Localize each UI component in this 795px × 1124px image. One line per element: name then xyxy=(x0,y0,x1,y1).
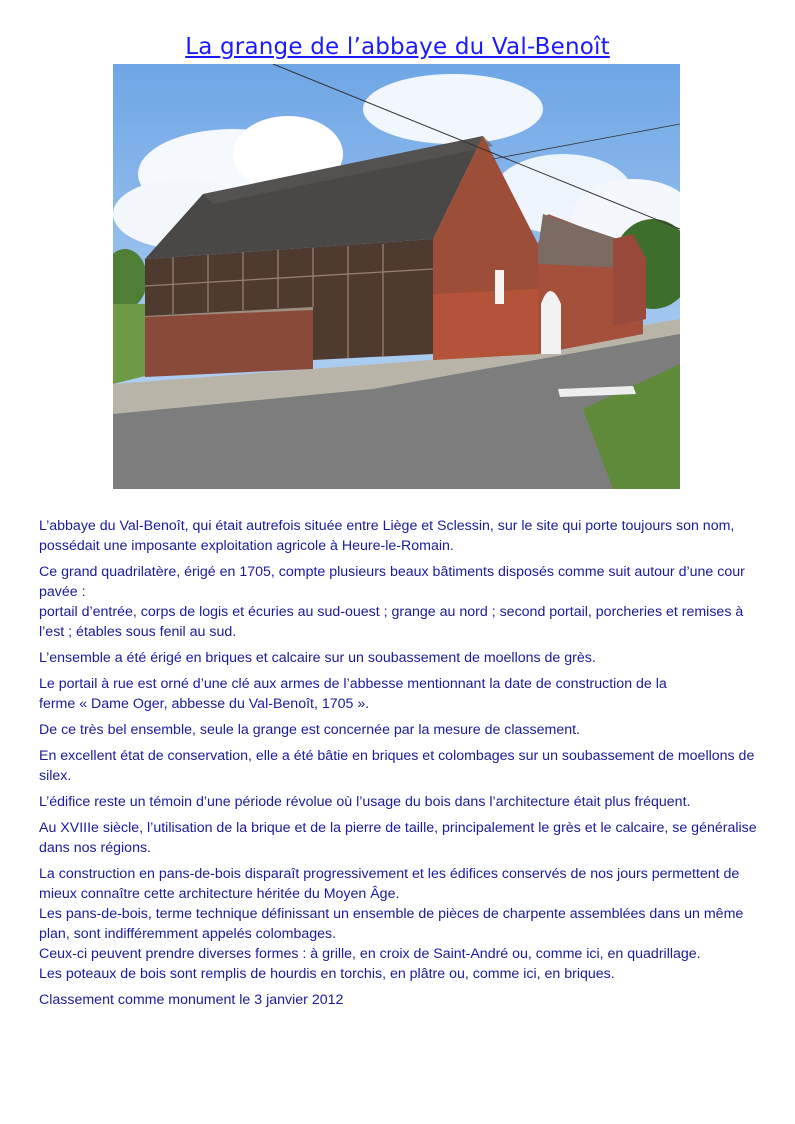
paragraph-line: Ceux-ci peuvent prendre diverses formes : à grille, en croix de Saint-André ou, comme ici, en quadrillage. xyxy=(39,946,701,962)
barn-photo xyxy=(113,64,680,489)
paragraph-line: Au XVIIIe siècle, l’utilisation de la brique et de la pierre de taille, principalement le grès et le calcaire, se généralise dans nos régions. xyxy=(39,820,757,856)
paragraph-line: La construction en pans-de-bois disparaît progressivement et les édifices conservés de nos jours permettent de mieux connaître cette architecture héritée du Moyen Âge. xyxy=(39,866,740,902)
page-title: La grange de l’abbaye du Val-Benoît xyxy=(185,34,610,60)
paragraph xyxy=(39,792,761,812)
paragraph-line: L’abbaye du Val-Benoît, qui était autrefois située entre Liège et Sclessin, sur le site qui porte toujours son nom, possédait une imposante exploitation agricole à Heure-le-Romain. xyxy=(39,518,735,554)
paragraph-line: Les pans-de-bois, terme technique définissant un ensemble de pièces de charpente assemblées dans un même plan, sont indifféremment appelés colombages. xyxy=(39,906,744,942)
paragraph xyxy=(39,818,761,858)
paragraph xyxy=(39,648,761,668)
paragraph-line: L’édifice reste un témoin d’une période révolue où l’usage du bois dans l’architecture était plus fréquent. xyxy=(39,794,691,810)
paragraph xyxy=(39,720,761,740)
paragraph-line: En excellent état de conservation, elle a été bâtie en briques et colombages sur un soubassement de moellons de silex. xyxy=(39,748,755,784)
paragraph-line: De ce très bel ensemble, seule la grange est concernée par la mesure de classement. xyxy=(39,722,580,738)
article-body xyxy=(39,516,761,1016)
paragraph-line: Les poteaux de bois sont remplis de hourdis en torchis, en plâtre ou, comme ici, en briques. xyxy=(39,966,615,982)
paragraph xyxy=(39,990,761,1010)
paragraph-line: ferme « Dame Oger, abbesse du Val-Benoît, 1705 ». xyxy=(39,696,370,712)
paragraph xyxy=(39,746,761,786)
paragraph-line: Classement comme monument le 3 janvier 2012 xyxy=(39,992,344,1008)
paragraph-line: L’ensemble a été érigé en briques et calcaire sur un soubassement de moellons de grès. xyxy=(39,650,596,666)
paragraph xyxy=(39,516,761,556)
paragraph xyxy=(39,864,761,984)
paragraph xyxy=(39,562,761,642)
paragraph-line: Le portail à rue est orné d’une clé aux armes de l’abbesse mentionnant la date de construction de la xyxy=(39,676,667,692)
paragraph xyxy=(39,674,761,714)
paragraph-line: Ce grand quadrilatère, érigé en 1705, compte plusieurs beaux bâtiments disposés comme suit autour d’une cour pavée : xyxy=(39,564,745,600)
paragraph-line: portail d’entrée, corps de logis et écuries au sud-ouest ; grange au nord ; second portail, porcheries et remises à l’est ; étables sous fenil au sud. xyxy=(39,604,744,640)
